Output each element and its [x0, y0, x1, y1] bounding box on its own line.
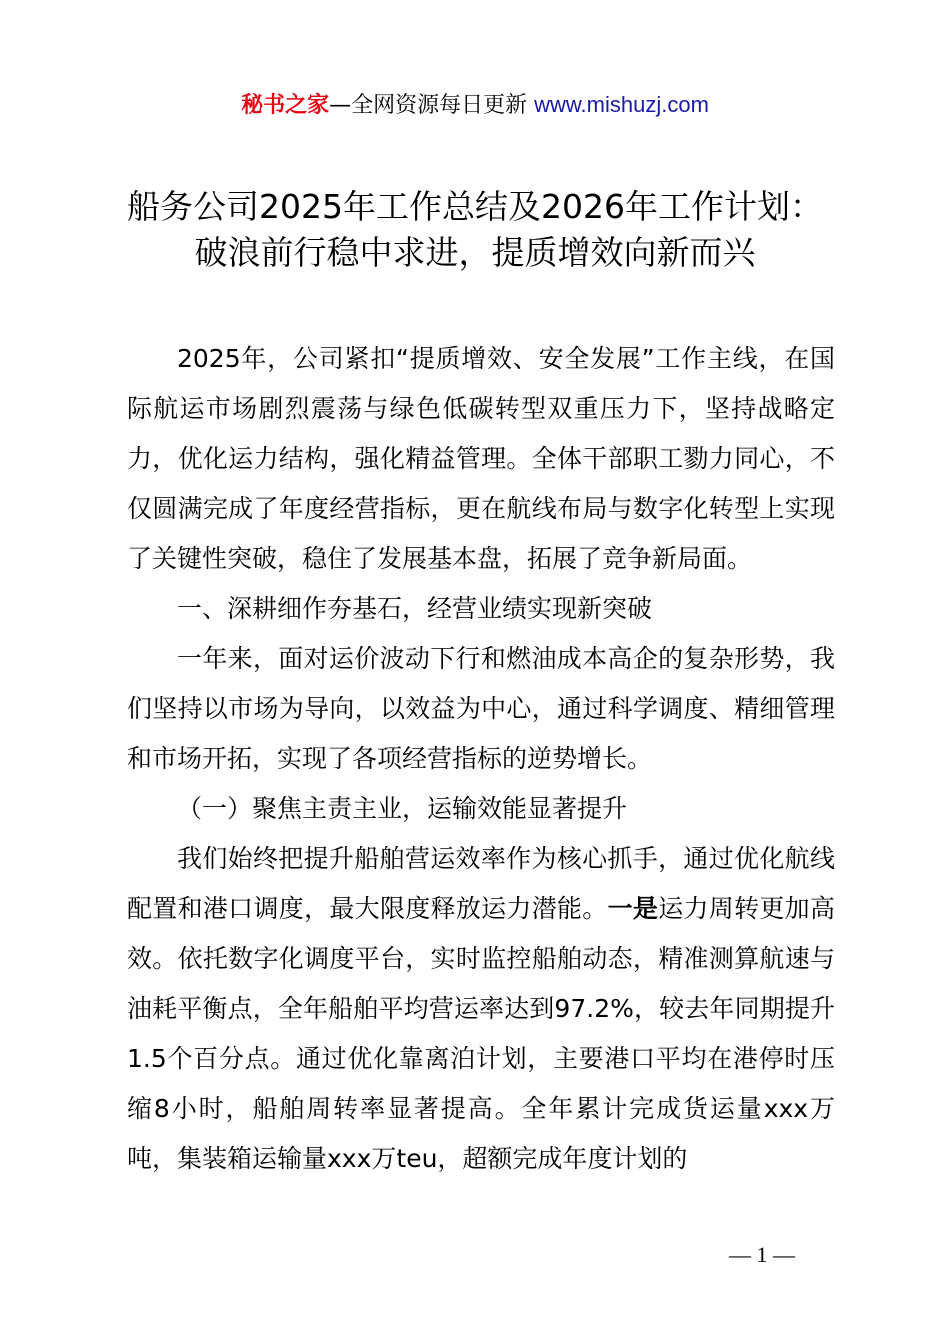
document-title	[0, 184, 950, 276]
site-url-link[interactable]: www.mishuzj.com	[534, 92, 709, 117]
brand-name: 秘书之家	[241, 93, 330, 118]
bold-marker-first: 一是	[607, 894, 659, 923]
title-line-2: 破浪前行稳中求进，提质增效向新而兴	[194, 233, 756, 272]
site-tagline: —全网资源每日更新	[329, 93, 535, 118]
page-number: — 1 —	[729, 1242, 795, 1267]
paragraph-text-end: 运力周转更加高效。依托数字化调度平台，实时监控船舶动态，精准测算航速与油耗平衡点，全年船舶平均营运率达到97.2%，较去年同期提升1.5个百分点。通过优化靠离泊计划，主要港口平均在港停时压缩8小时，船舶周转率显著提高。全年累计完成货运量xxx万吨，集装箱运输量xxx万teu，超额完成年度计划的	[127, 894, 835, 1173]
subsection-heading-1: （一）聚焦主责主业，运输效能显著提升	[177, 794, 628, 823]
site-header	[0, 88, 950, 123]
section-heading-1: 一、深耕细作夯基石，经营业绩实现新突破	[177, 594, 653, 623]
section-paragraph-1: 一年来，面对运价波动下行和燃油成本高企的复杂形势，我们坚持以市场为导向，以效益为中心，通过科学调度、精细管理和市场开拓，实现了各项经营指标的逆势增长。	[127, 644, 835, 773]
intro-paragraph: 2025年，公司紧扣“提质增效、安全发展”工作主线，在国际航运市场剧烈震荡与绿色低碳转型双重压力下，坚持战略定力，优化运力结构，强化精益管理。全体干部职工勠力同心，不仅圆满完成了年度经营指标，更在航线布局与数字化转型上实现了关键性突破，稳住了发展基本盘，拓展了竞争新局面。	[127, 344, 835, 573]
subsection-paragraph-1	[127, 834, 835, 1184]
document-body	[127, 334, 835, 1184]
title-line-1: 船务公司2025年工作总结及2026年工作计划：	[127, 187, 823, 226]
paragraph-text-start: 我们始终把提升船舶营运效率作为核心抓手，通过优化航线配置和港口调度，最大限度释放运力潜能。	[127, 844, 835, 923]
